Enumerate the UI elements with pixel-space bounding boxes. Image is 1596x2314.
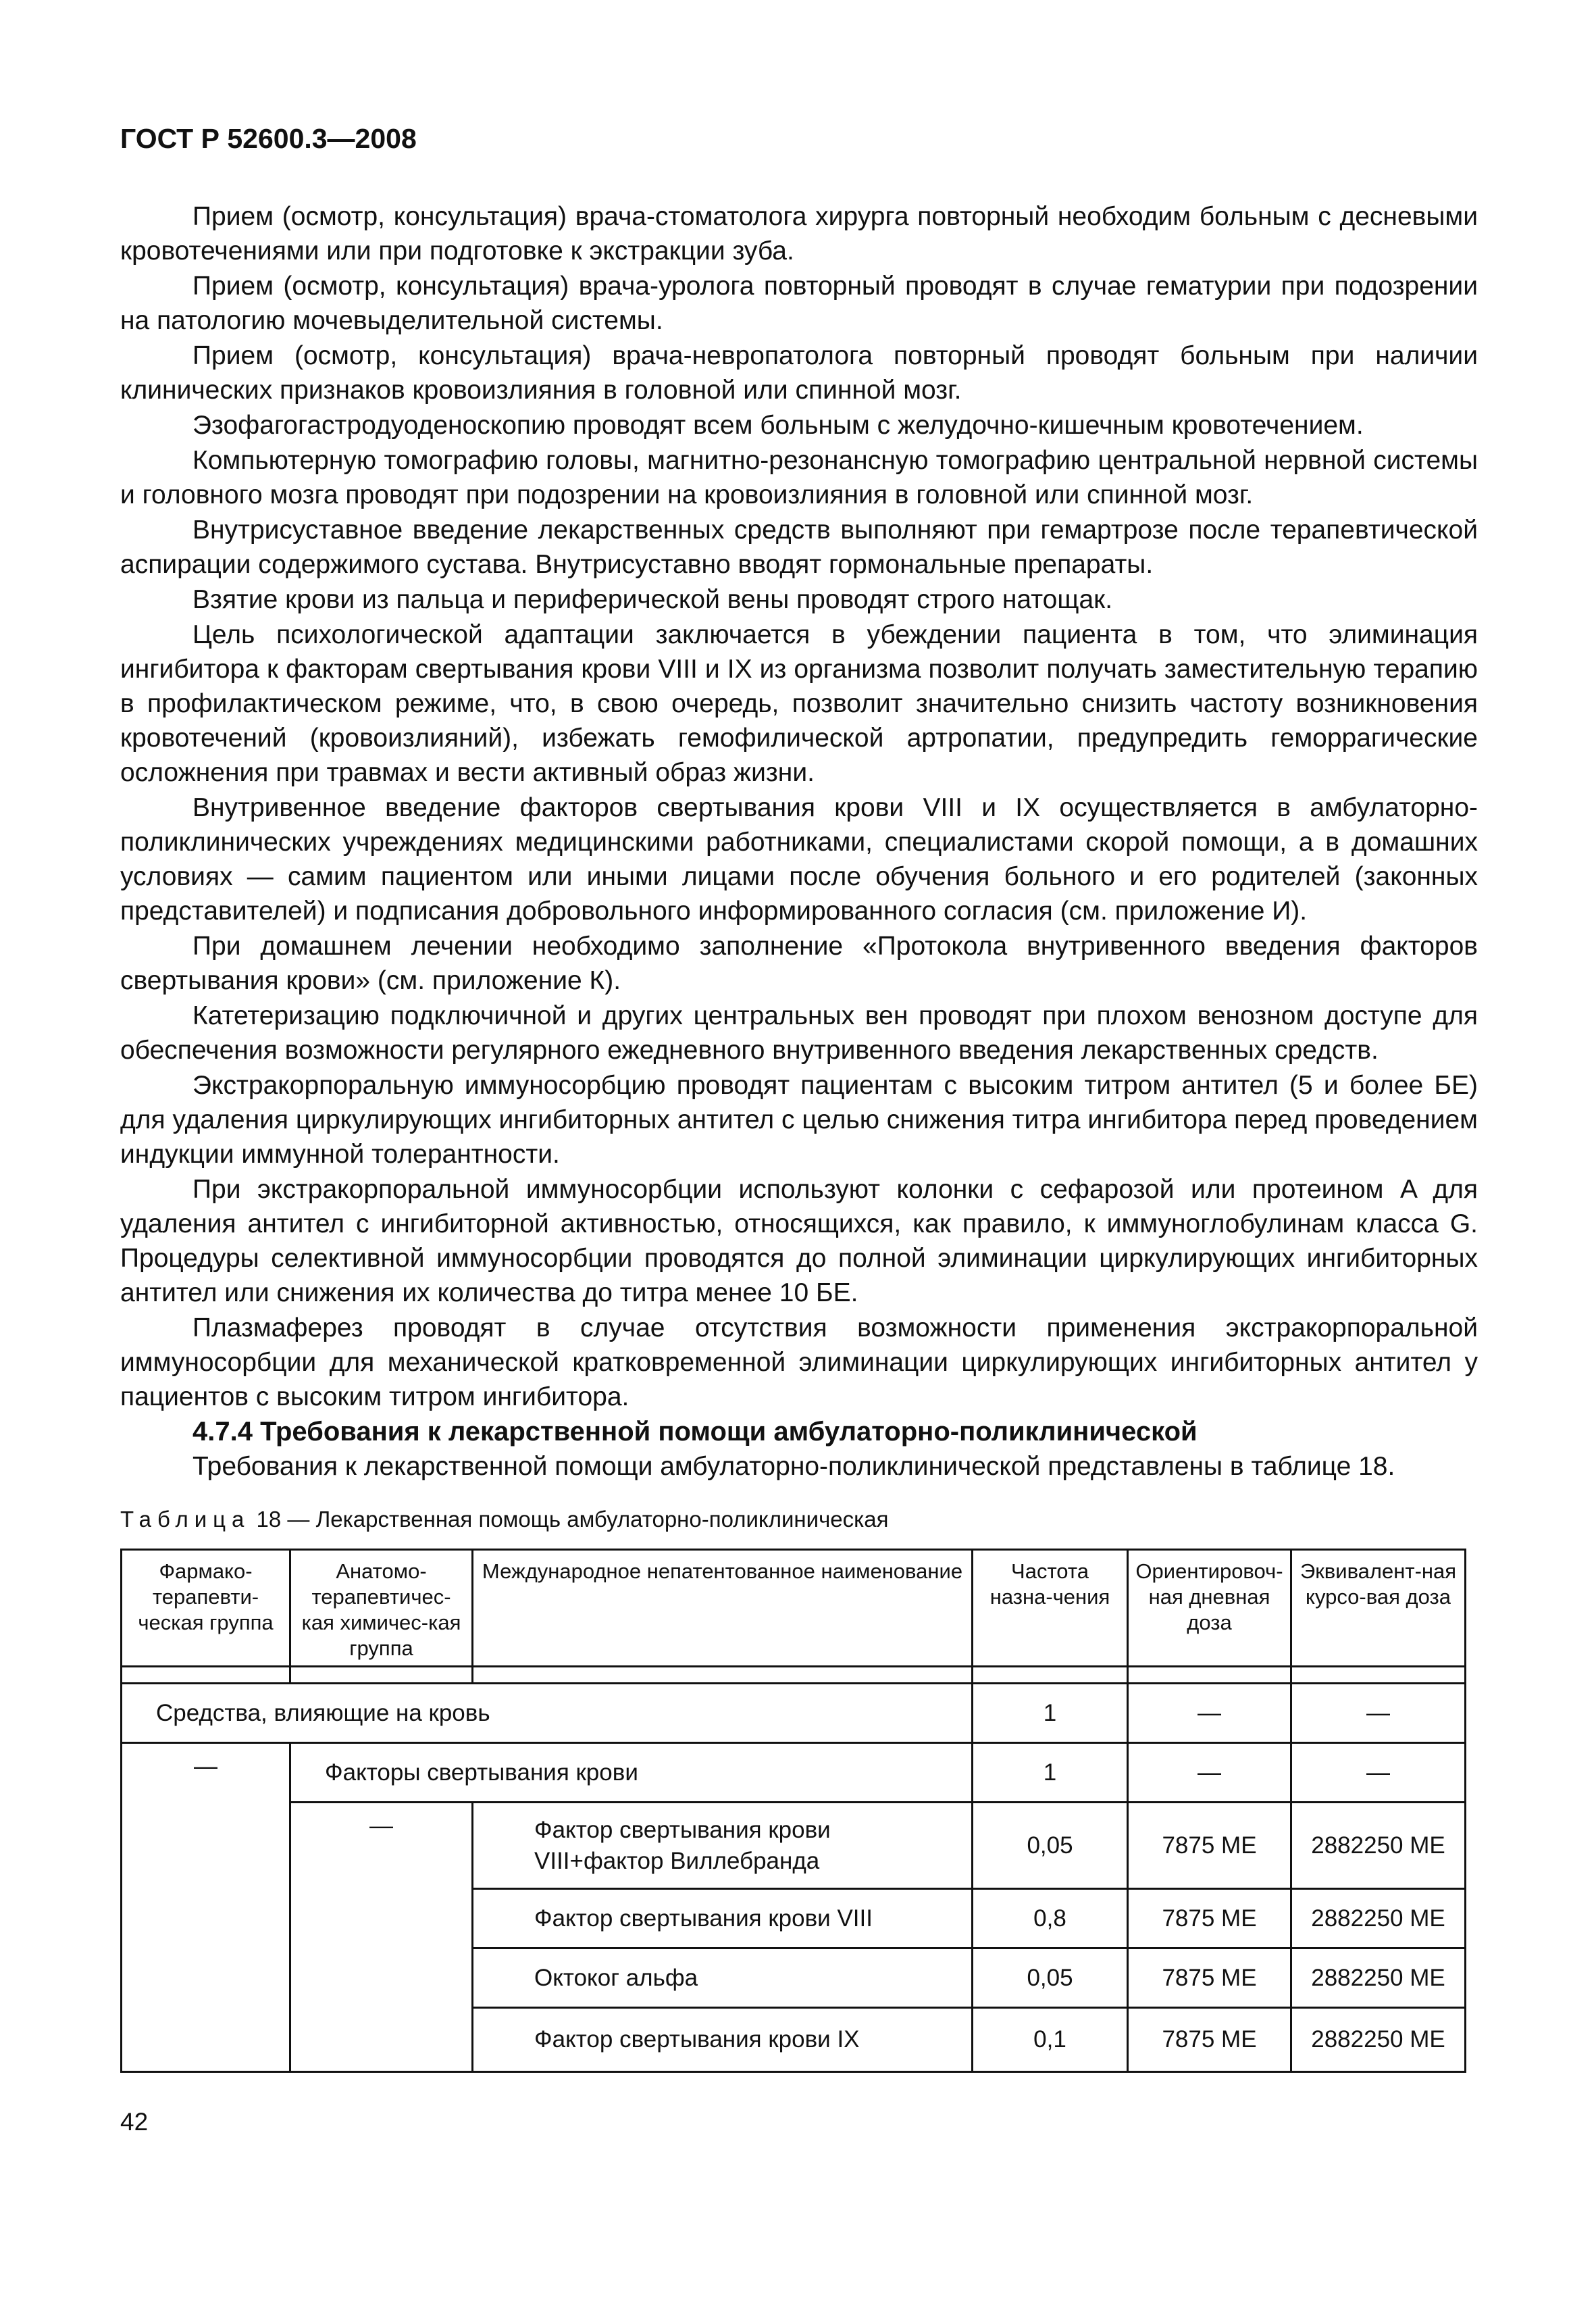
paragraph: Прием (осмотр, консультация) врача-уролога повторный проводят в случае гематурии при подозрении на патологию мочевыделительной системы. [120,272,1478,335]
body-text [120,199,1478,1484]
paragraph: Внутрисуставное введение лекарственных средств выполняют при гемартрозе после терапевтической аспирации содержимого сустава. Внутрисуставно вводят гормональные препараты. [120,515,1478,579]
document-header: ГОСТ Р 52600.3—2008 [120,123,417,154]
cell-daily-dose: 7875 МЕ [1128,1948,1291,2008]
paragraph: При экстракорпоральной иммуносорбции используют колонки с сефарозой или протеином A для удаления антител с ингибиторной активностью, относящихся, как правило, к иммуноглобулинам класса G. Процедуры селективной иммуносорбции проводятся до полной элиминации циркулирующих ингибиторных антител или снижения их количества до титра менее 10 БЕ. [120,1175,1478,1307]
cell-daily-dose: 7875 МЕ [1128,1889,1291,1948]
table-header-row [122,1550,1466,1667]
cell-drug-name: Октоког альфа [473,1948,973,2008]
drug-table [120,1549,1466,2073]
cell-frequency: 0,1 [973,2008,1128,2072]
header-daily-dose: Ориентировоч-ная дневная доза [1128,1550,1291,1667]
cell-daily-dose: — [1128,1684,1291,1743]
drug-name-line2: VIII+фактор Виллебранда [534,1847,820,1874]
section-intro: Требования к лекарственной помощи амбулаторно-поликлинической представлены в таблице 18. [192,1452,1395,1481]
cell-course-dose: 2882250 МЕ [1291,1889,1466,1948]
cell-daily-dose: 7875 МЕ [1128,1803,1291,1889]
cell-drug-name: Фактор свертывания крови VIII [473,1889,973,1948]
paragraph: Экстракорпоральную иммуносорбцию проводят пациентам с высоким титром антител (5 и более БЕ) для удаления циркулирующих ингибиторных антител с целью снижения титра ингибитора перед проведением индукции иммунной толерантности. [120,1071,1478,1169]
table-row [122,1803,1466,1889]
cell-course-dose: — [1291,1684,1466,1743]
header-pharm-group: Фармако-терапевти-ческая группа [122,1550,290,1667]
cell-daily-dose: — [1128,1743,1291,1803]
table-caption-text: 18 — Лекарственная помощь амбулаторно-поликлиническая [250,1507,889,1532]
cell-frequency: 0,8 [973,1889,1128,1948]
table-spacer-row [122,1667,1466,1684]
drug-name-line1: Фактор свертывания крови [534,1816,831,1843]
cell-course-dose: — [1291,1743,1466,1803]
header-frequency: Частота назна-чения [973,1550,1128,1667]
paragraph: Катетеризацию подключичной и других центральных вен проводят при плохом венозном доступе для обеспечения возможности регулярного ежедневного внутривенного введения лекарственных средств. [120,1001,1478,1065]
header-atc-group: Анатомо-терапевтичес-кая химичес-кая группа [290,1550,473,1667]
cell-frequency: 1 [973,1743,1128,1803]
paragraph: При домашнем лечении необходимо заполнение «Протокола внутривенного введения факторов свертывания крови» (см. приложение К). [120,932,1478,995]
cell-course-dose: 2882250 МЕ [1291,2008,1466,2072]
table-row [122,1684,1466,1743]
header-course-dose: Эквивалент-ная курсо-вая доза [1291,1550,1466,1667]
cell-frequency: 0,05 [973,1948,1128,2008]
cell-frequency: 0,05 [973,1803,1128,1889]
cell-pharm-group: — [122,1743,290,2072]
cell-course-dose: 2882250 МЕ [1291,1948,1466,2008]
paragraph: Компьютерную томографию головы, магнитно-резонансную томографию центральной нервной системы и головного мозга проводят при подозрении на кровоизлияния в головной или спинной мозг. [120,446,1478,509]
paragraph: Внутривенное введение факторов свертывания крови VIII и IX осуществляется в амбулаторно-поликлинических учреждениях медицинскими работниками, специалистами скорой помощи, а в домашних условиях — самим пациентом или иными лицами после обучения больного и его родителей (законных представителей) и подписания добровольного информированного согласия (см. приложение И). [120,793,1478,926]
paragraph: Прием (осмотр, консультация) врача-невропатолога повторный проводят больным при наличии клинических признаков кровоизлияния в головной или спинной мозг. [120,341,1478,405]
group-name: Средства, влияющие на кровь [122,1684,973,1743]
page-number: 42 [120,2108,149,2136]
table-caption-label: Таблица [120,1507,251,1532]
table-row [122,1743,1466,1803]
cell-drug-name [473,1803,973,1889]
header-inn: Международное непатентованное наименование [473,1550,973,1667]
cell-frequency: 1 [973,1684,1128,1743]
section-title: 4.7.4 Требования к лекарственной помощи амбулаторно-поликлинической [192,1417,1198,1447]
paragraph: Цель психологической адаптации заключается в убеждении пациента в том, что элиминация ингибитора к факторам свертывания крови VIII и IX из организма позволит получать заместительную терапию в профилактическом режиме, что, в свою очередь, позволит значительно снизить частоту возникновения кровотечений (кровоизлияний), избежать гемофилической артропатии, предупредить геморрагические осложнения при травмах и вести активный образ жизни. [120,620,1478,787]
cell-atc-group: — [290,1803,473,2072]
paragraph: Прием (осмотр, консультация) врача-стоматолога хирурга повторный необходим больным с десневыми кровотечениями или при подготовке к экстракции зуба. [120,202,1478,266]
subgroup-name: Факторы свертывания крови [290,1743,973,1803]
cell-drug-name: Фактор свертывания крови IX [473,2008,973,2072]
paragraph: Плазмаферез проводят в случае отсутствия возможности применения экстракорпоральной иммуносорбции для механической кратковременной элиминации циркулирующих ингибиторных антител у пациентов с высоким титром ингибитора. [120,1313,1478,1411]
paragraph: Взятие крови из пальца и периферической вены проводят строго натощак. [192,585,1113,614]
paragraph: Эзофагогастродуоденоскопию проводят всем больным с желудочно-кишечным кровотечением. [192,411,1364,440]
cell-daily-dose: 7875 МЕ [1128,2008,1291,2072]
table-caption [120,1507,889,1532]
cell-course-dose: 2882250 МЕ [1291,1803,1466,1889]
